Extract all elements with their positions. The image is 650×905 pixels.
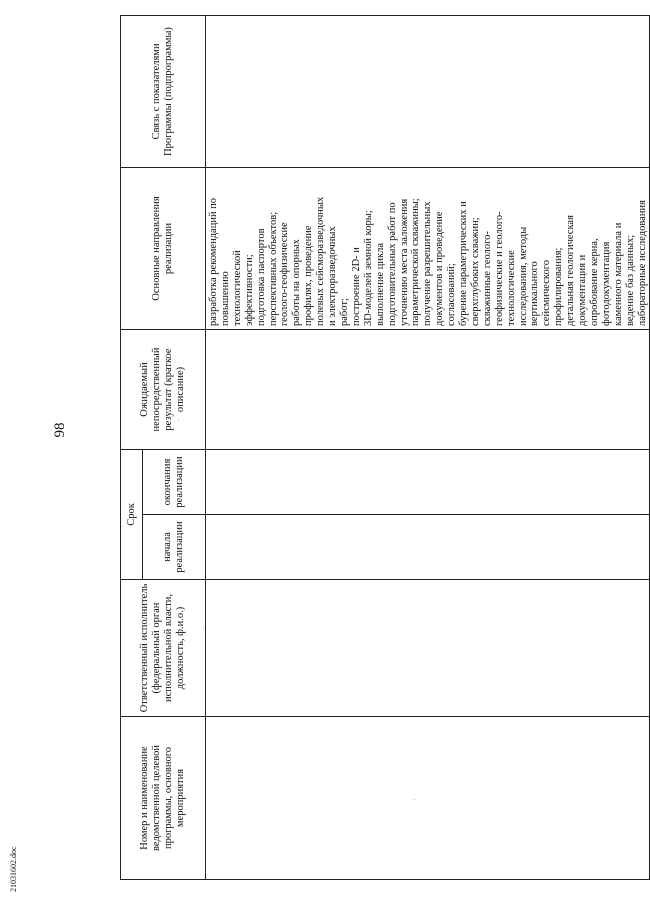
- scan-speck: [203, 627, 204, 628]
- cell-main-directions: разработка рекомендаций по повышению технологической эффективности; подготовка паспортов перспективных объектов; геолого-геофизические работы на опорных профилях, проведение полевых сейсморазведочных и электроразведочных работ; построение 2D- и 3D-моделей земной коры; выполнение цикла подготовительных работ по уточнению места заложения параметрической скважины; получение разрешительных документов и проведение согласований; бурение параметрических и сверхглубоких скважин; скважинные геолого- геофизические и геолого- технологические исследования, методы вертикального сейсмического профилирования; детальная геологическая документация и опробование керна, фотодокументация каменного материала и ведение баз данных; лабораторные исследования: [206, 167, 650, 329]
- file-name: 21031602.doc: [9, 846, 18, 892]
- header-link-indicators: Связь с показателями Программы (подпрограммы): [121, 15, 206, 167]
- measures-table: [120, 15, 650, 880]
- program-table: [120, 16, 648, 880]
- cell-responsible: [206, 580, 650, 717]
- header-main-directions: Основные направления реализации: [121, 167, 206, 329]
- page-number: 98: [52, 422, 68, 438]
- cell-term-start: [206, 515, 650, 580]
- cell-term-end: [206, 449, 650, 514]
- scan-speck: [414, 799, 415, 800]
- cell-number-name: [206, 717, 650, 880]
- header-term: Срок: [121, 449, 143, 579]
- header-term-end: окончания реализации: [143, 449, 206, 514]
- header-term-start: начала реализации: [143, 515, 206, 580]
- cell-expected-result: [206, 329, 650, 449]
- cell-link-indicators: [206, 15, 650, 167]
- header-expected-result: Ожидаемый непосредственный результат (краткое описание): [121, 329, 206, 449]
- table-row: [206, 15, 650, 879]
- header-responsible: Ответственный исполнитель (федеральный орган исполнительной власти, должность, ф.и.о.): [121, 580, 206, 717]
- scan-speck: [178, 419, 179, 420]
- header-number-name: Номер и наименование ведомственной целевой программы, основного мероприятия: [121, 717, 206, 880]
